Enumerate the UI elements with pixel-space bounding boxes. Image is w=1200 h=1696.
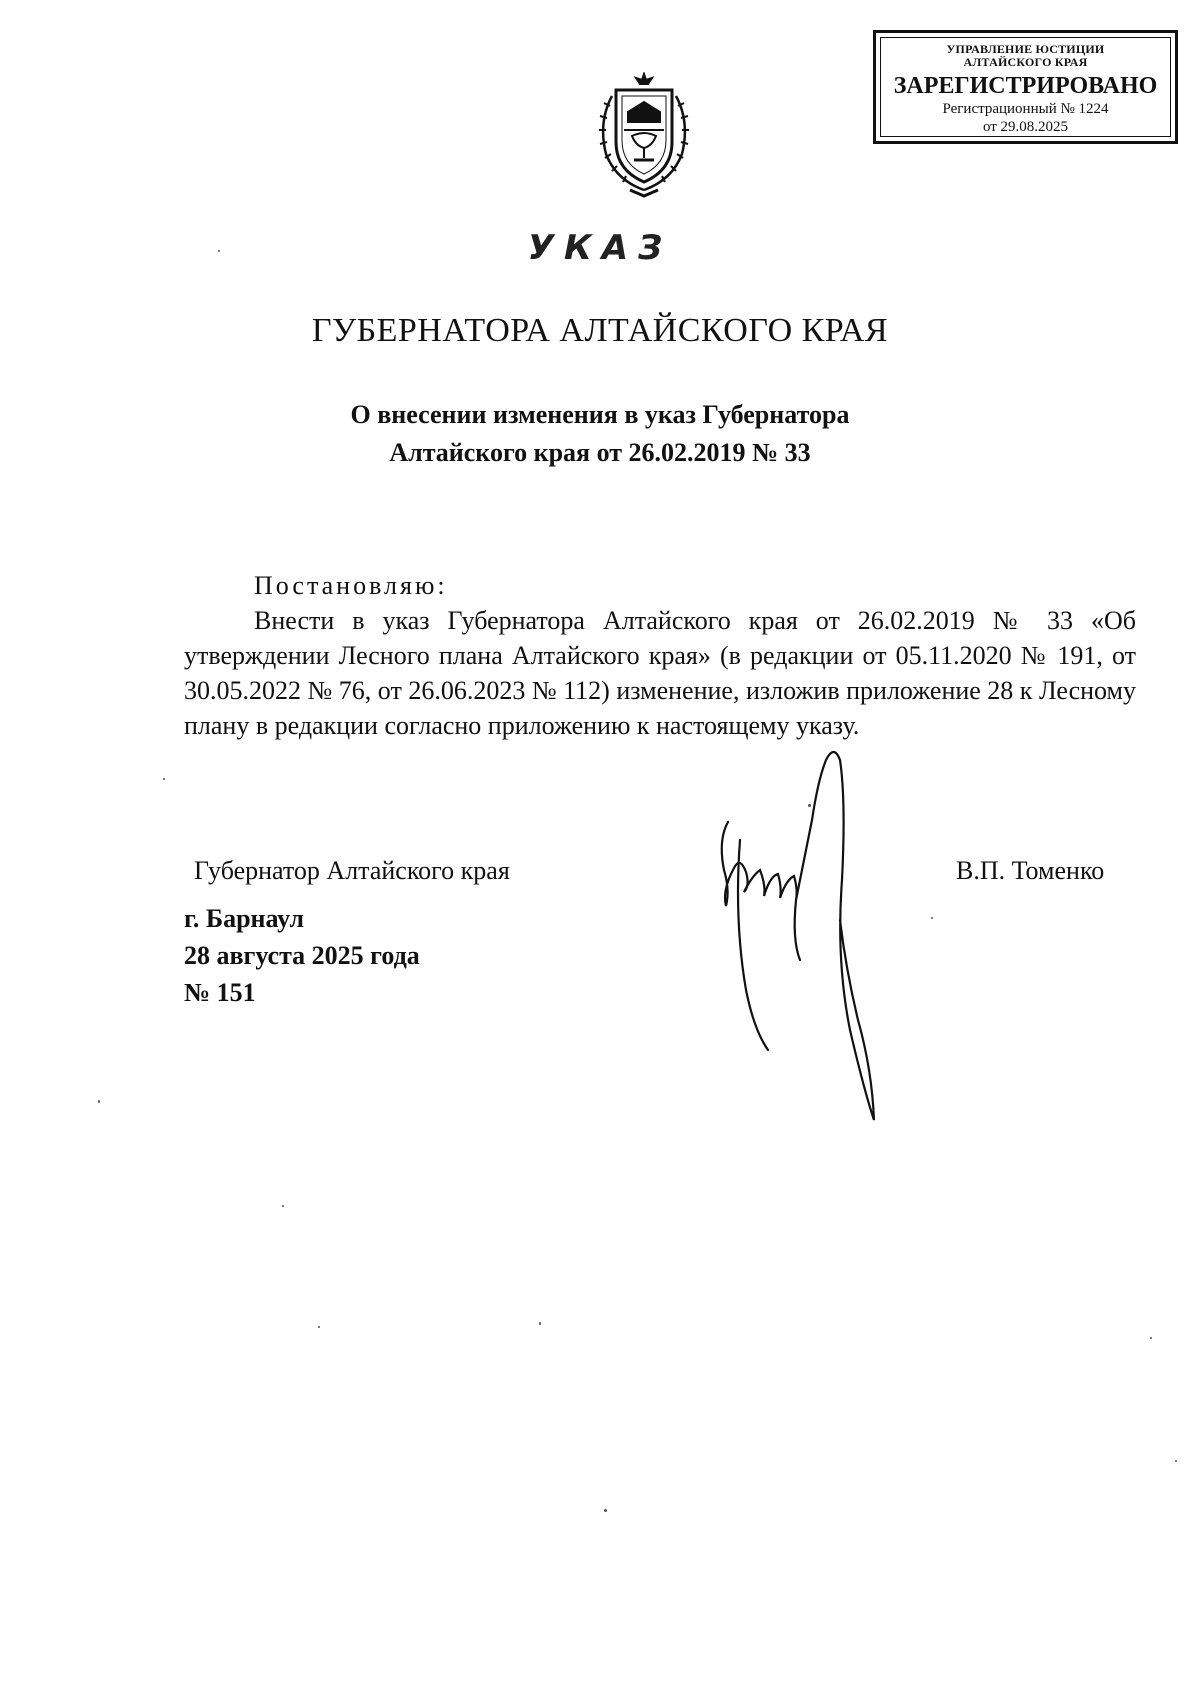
document-footer: [184, 900, 420, 1011]
decree-word: Постановляю:: [254, 571, 448, 600]
document-subject: [0, 396, 1200, 472]
scan-speck: [604, 1509, 607, 1512]
scan-speck: [1175, 1460, 1177, 1462]
coat-of-arms-icon: [586, 72, 702, 198]
document-issuer: ГУБЕРНАТОРА АЛТАЙСКОГО КРАЯ: [311, 312, 889, 349]
footer-city: г. Барнаул: [184, 904, 305, 933]
scan-speck: [98, 1100, 100, 1103]
scan-speck: [539, 1322, 541, 1325]
scan-speck: [282, 1205, 284, 1207]
signatory-position: Губернатор Алтайского края: [194, 856, 510, 885]
subject-line-1: О внесении изменения в указ Губернатора: [350, 400, 850, 429]
subject-line-2: Алтайского края от 26.02.2019 № 33: [389, 438, 811, 467]
footer-number: № 151: [184, 978, 256, 1007]
stamp-reg-number: Регистрационный № 1224: [942, 101, 1109, 117]
scan-speck: [318, 1326, 320, 1328]
scan-speck: [931, 917, 933, 919]
stamp-reg-date: от 29.08.2025: [982, 119, 1069, 135]
document-body: [184, 568, 1136, 743]
scan-speck: [808, 804, 811, 807]
handwritten-signature: [700, 740, 890, 1160]
decree-paragraph: Внести в указ Губернатора Алтайского края от 26.02.2019 № 33 «Об утверждении Лесного плана Алтайского края» (в редакции от 05.11.2020 № 191, от 30.05.2022 № 76, от 26.06.2023 № 112) изменение, изложив приложение 28 к Лесному плану в редакции согласно приложению к настоящему указу.: [184, 606, 1136, 740]
document-type: УКАЗ: [527, 228, 673, 268]
scan-speck: [163, 778, 165, 780]
registration-stamp: [873, 30, 1178, 144]
stamp-org-line2: АЛТАЙСКОГО КРАЯ: [963, 55, 1088, 69]
signatory-name: В.П. Томенко: [956, 856, 1105, 885]
scan-speck: [218, 250, 220, 252]
stamp-org-line1: УПРАВЛЕНИЕ ЮСТИЦИИ: [946, 42, 1105, 56]
scan-speck: [1150, 1337, 1152, 1339]
registration-stamp-inner-frame: [880, 37, 1171, 137]
footer-date: 28 августа 2025 года: [184, 941, 420, 970]
stamp-status: ЗАРЕГИСТРИРОВАНО: [893, 73, 1158, 99]
